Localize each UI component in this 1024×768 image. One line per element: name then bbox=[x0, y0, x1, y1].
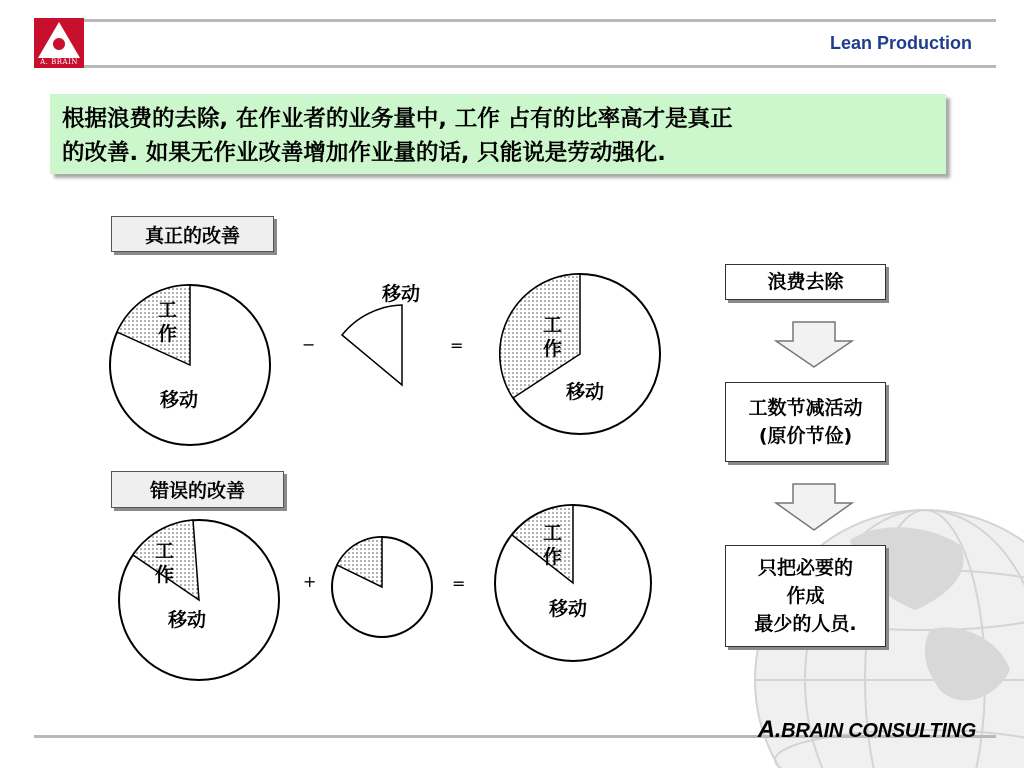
pie1-work-label: 工 作 bbox=[158, 299, 178, 345]
label-false-improvement: 错误的改善 bbox=[111, 471, 284, 508]
flow-step-waste-removal: 浪费去除 bbox=[725, 264, 886, 300]
sector-move-label: 移动 bbox=[382, 283, 421, 305]
flow-arrow-2 bbox=[776, 484, 852, 530]
banner-line-1: 根据浪费的去除, 在作业者的业务量中, 工作 占有的比率高才是真正 bbox=[62, 106, 733, 132]
pie4-work-label: 工 作 bbox=[155, 540, 175, 586]
flow-step-minimum-staff: 只把必要的 作成 最少的人员. bbox=[725, 545, 886, 647]
pie-true-after bbox=[500, 274, 660, 434]
pie-false-after bbox=[495, 505, 651, 661]
pie4-move-label: 移动 bbox=[168, 609, 207, 631]
label-true-improvement: 真正的改善 bbox=[111, 216, 274, 252]
header-title: Lean Production bbox=[829, 33, 972, 53]
move-sector bbox=[342, 305, 402, 385]
flow-arrow-1 bbox=[776, 322, 852, 367]
logo-text: A. BRAIN bbox=[40, 58, 78, 66]
plus-operator: + bbox=[303, 572, 317, 591]
minus-operator: − bbox=[302, 335, 316, 354]
footer-brand: A.BRAIN CONSULTING bbox=[757, 716, 976, 743]
pie-added-work bbox=[332, 537, 432, 637]
pie6-move-label: 移动 bbox=[549, 598, 588, 620]
pie1-move-label: 移动 bbox=[160, 389, 199, 411]
pie6-work-label: 工 作 bbox=[543, 522, 563, 568]
equals-operator-1: = bbox=[450, 336, 464, 355]
pie3-work-label: 工 作 bbox=[543, 314, 563, 360]
pie3-move-label: 移动 bbox=[566, 381, 605, 403]
equals-operator-2: = bbox=[452, 574, 466, 593]
pie-false-before bbox=[119, 520, 279, 680]
banner-line-2: 的改善. 如果无作业改善增加作业量的话, 只能说是劳动强化. bbox=[62, 140, 666, 166]
pie-true-before bbox=[110, 285, 270, 445]
flow-step-labor-reduction: 工数节减活动 (原价节俭) bbox=[725, 382, 886, 462]
